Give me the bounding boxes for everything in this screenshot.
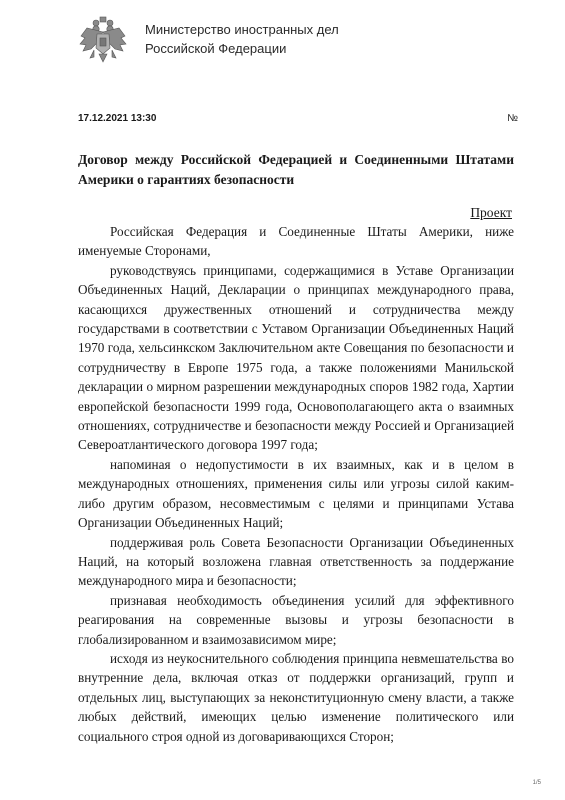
document-body xyxy=(78,222,514,746)
page-number: 1/5 xyxy=(532,780,541,786)
paragraph-non-use-of-force: напоминая о недопустимости в их взаимных, как и в целом в международных отношениях, применения силы или угрозы силой каким-либо другим образом, несовместимым с целями и принципами Устава Организации Объединенных Наций; xyxy=(78,456,514,531)
ministry-name-line-1: Министерство иностранных дел xyxy=(145,22,339,37)
double-headed-eagle-emblem-icon xyxy=(77,14,129,66)
paragraph-principles: руководствуясь принципами, содержащимися в Уставе Организации Объединенных Наций, Декларации о принципах международного права, касающихся дружественных отношений и сотрудничества между государствами в соответствии с Уставом Организации Объединенных Наций 1970 года, хельсинкском Заключительном акте Совещания по безопасности и сотрудничеству в Европе 1975 года, а также положениями Манильской декларации о мирном разрешении международных споров 1982 года, Хартии европейской безопасности 1999 года, Основополагающего акта о взаимных отношениях, сотрудничестве и безопасности между Россией и Организацией Североатлантического договора 1997 года; xyxy=(78,262,514,453)
paragraph-non-interference: исходя из неукоснительного соблюдения принципа невмешательства во внутренние дела, включая отказ от поддержки организаций, групп и отдельных лиц, выступающих за неконституционную смену власти, а также любых действий, имеющих целью изменение политического или социального строя одной из договаривающихся Сторон; xyxy=(78,650,514,744)
document-datetime: 17.12.2021 13:30 xyxy=(78,113,157,124)
draft-label: Проект xyxy=(470,205,512,220)
document-number-label: № xyxy=(507,113,518,124)
paragraph-parties: Российская Федерация и Соединенные Штаты Америки, ниже именуемые Сторонами, xyxy=(78,224,514,259)
ministry-name-line-2: Российской Федерации xyxy=(145,41,287,56)
paragraph-security-council: поддерживая роль Совета Безопасности Организации Объединенных Наций, на который возложена главная ответственность за поддержание международного мира и безопасности; xyxy=(78,534,514,589)
paragraph-joint-efforts: признавая необходимость объединения усилий для эффективного реагирования на современные вызовы и угрозы безопасности в глобализированном и взаимозависимом мире; xyxy=(78,592,514,647)
document-meta xyxy=(78,113,518,124)
document-title: Договор между Российской Федерацией и Соединенными Штатами Америки о гарантиях безопасности xyxy=(78,152,514,187)
ministry-name xyxy=(145,20,339,58)
